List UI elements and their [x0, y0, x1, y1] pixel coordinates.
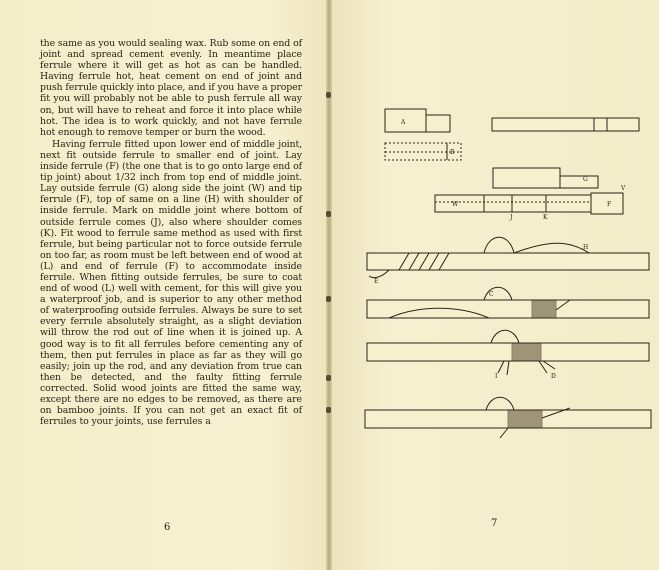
- label-k: K: [543, 214, 548, 221]
- label-w: W: [452, 201, 459, 208]
- ferrule-illustrations: [329, 0, 659, 570]
- page-number-left: 6: [164, 522, 171, 533]
- left-page-text: [40, 38, 302, 427]
- label-g: G: [583, 176, 588, 183]
- rod-ferrule-figure: [492, 118, 639, 131]
- wrapping-figure-2: [367, 287, 649, 318]
- paragraph-1: the same as you would sealing wax. Rub some on end of joint and spread cement evenly. In meantime place ferrule where it will get as hot as can be handled. Having ferrule hot, heat cement on end of joint and push ferrule quickly into place, and if you have a proper fit you will probably not be able to push ferrule all way on, but will have to reheat and force it into place while hot. The idea is to work quickly, and not have ferrule hot enough to remove temper or burn the wood.: [40, 38, 302, 138]
- wrapping-figure-3: [367, 330, 649, 375]
- label-i: I: [495, 373, 498, 380]
- paragraph-2: Having ferrule fitted upon lower end of middle joint, next fit outside ferrule to smaller end of joint. Lay inside ferrule (F) (the one that is to go onto large end of tip joint) about 1/32 inch from top end of middle joint. Lay outside ferrule (G) along side the joint (W) and tip ferrule (F), top of same on a line (H) with shoulder of inside ferrule. Mark on middle joint where bottom of outside ferrule comes (J), also where shoulder comes (K). Fit wood to ferrule same method as used with first ferrule, but being particular not to force outside ferrule on too far, as room must be left between end of wood at (L) and end of ferrule (F) to accommodate inside ferrule. When fitting outside ferrules, be sure to coat end of wood (L) well with cement, for this will give you a waterproof job, and is superior to any other method of waterproofing outside ferrules. Always be sure to set every ferrule absolutely straight, as a slight deviation will throw the rod out of line when it is joined up. A good way is to fit all ferrules before cementing any of them, then put ferrules in place as far as they will go easily; join up the rod, and any deviation from true can then be detected, and the faulty fitting ferrule corrected. Solid wood joints are fitted the same way, except there are no edges to be removed, as there are on bamboo joints. If you can not get an exact fit of ferrules to your joints, use ferrules a: [40, 138, 302, 428]
- label-e: E: [374, 278, 379, 285]
- label-b: B: [450, 149, 455, 156]
- left-page: [0, 0, 329, 570]
- label-h: H: [583, 244, 589, 251]
- label-d: D: [551, 373, 556, 380]
- label-c: C: [489, 291, 494, 298]
- wrapping-figure-1: [367, 237, 649, 277]
- label-j: J: [510, 214, 513, 221]
- joint-w-figure: [435, 193, 623, 214]
- wrapping-figure-4: [365, 397, 651, 438]
- page-number-right: 7: [491, 518, 498, 529]
- label-f: F: [607, 201, 612, 208]
- label-v: V: [621, 185, 626, 192]
- label-a: A: [401, 119, 406, 126]
- ferrule-figure-a: [385, 109, 450, 132]
